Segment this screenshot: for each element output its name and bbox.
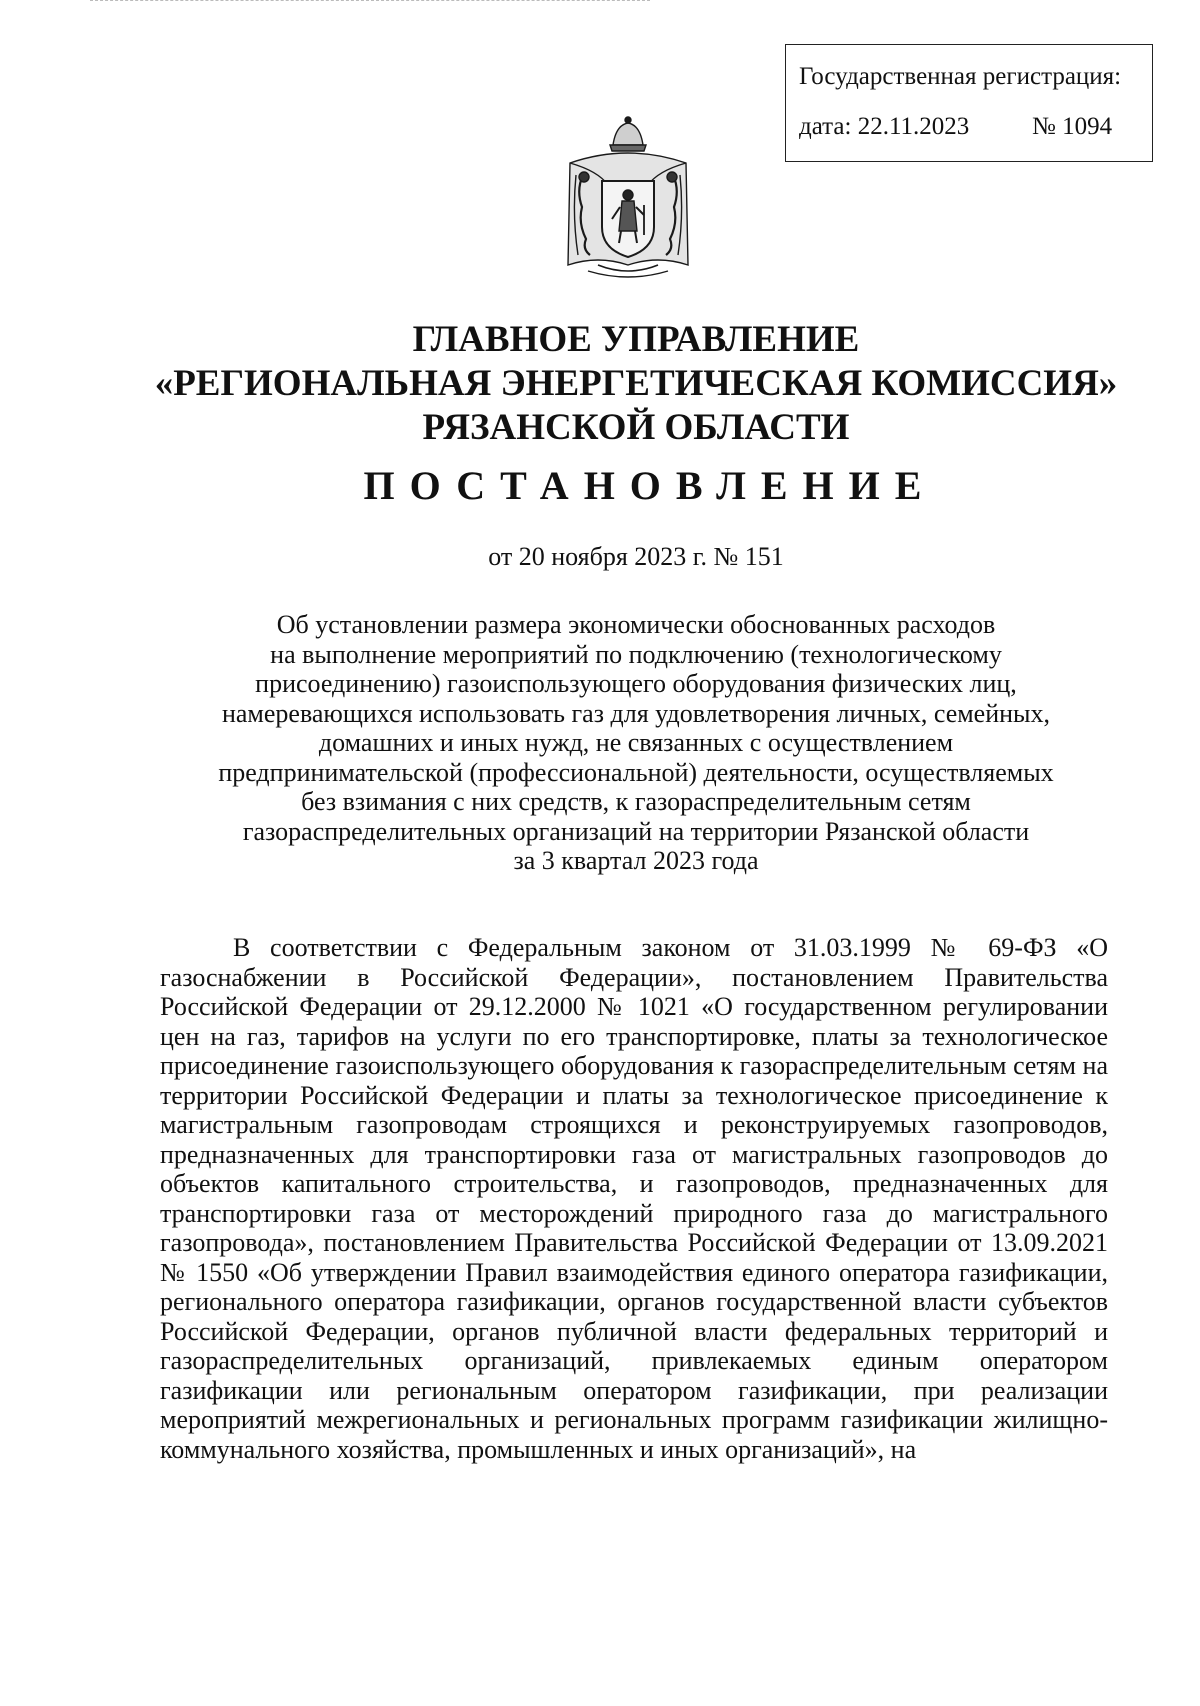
registration-date: 22.11.2023 <box>857 113 970 140</box>
subject-line: намеревающихся использовать газ для удовлетворения личных, семейных, <box>221 698 1051 728</box>
subject-line: домашних и иных нужд, не связанных с осуществлением <box>318 728 954 757</box>
subject-line: Об установлении размера экономически обоснованных расходов <box>276 610 996 639</box>
registration-stamp <box>785 44 1153 162</box>
registration-date-label: дата: <box>799 113 852 140</box>
issuing-authority <box>0 318 1200 450</box>
authority-line-2: «РЕГИОНАЛЬНАЯ ЭНЕРГЕТИЧЕСКАЯ КОМИССИЯ» <box>154 363 1118 404</box>
scan-artifact <box>90 0 650 3</box>
ryazan-coat-of-arms-icon <box>558 115 698 283</box>
subject-line: газораспределительных организаций на территории Рязанской области <box>242 816 1030 846</box>
document-date-number: от 20 ноября 2023 г. № 151 <box>488 542 784 571</box>
authority-line-3: РЯЗАНСКОЙ ОБЛАСТИ <box>422 407 850 448</box>
registration-title: Государственная регистрация: <box>799 63 1122 90</box>
subject-line: на выполнение мероприятий по подключению (технологическому <box>270 639 1002 669</box>
document-subject <box>0 610 1200 876</box>
registration-number: 1094 <box>1062 113 1113 140</box>
registration-number-label: № <box>1032 113 1056 140</box>
subject-line: предпринимательской (профессиональной) деятельности, осуществляемых <box>218 757 1054 787</box>
registration-date-row <box>799 112 969 142</box>
body-paragraph: В соответствии с Федеральным законом от 31.03.1999 № 69-ФЗ «О газоснабжении в Российской Федерации», постановлением Правительства Российской Федерации от 29.12.2000 № 1021 «О государственном регулировании цен на газ, тарифов на услуги по его транспортировке, платы за технологическое присоединение газоиспользующего оборудования к газораспределительным сетям на территории Российской Федерации и платы за технологическое присоединение к магистральным газопроводам строящихся и реконструируемых газопроводов, предназначенных для транспортировки газа от магистральных газопроводов до объектов капитального строительства, и газопроводов, предназначенных для транспортировки газа от месторождений природного газа до магистрального газопровода», постановлением Правительства Российской Федерации от 13.09.2021 № 1550 «Об утверждении Правил взаимодействия единого оператора газификации, регионального оператора газификации, органов государственной власти субъектов Российской Федерации, органов публичной власти федеральных территорий и газораспределительных организаций, привлекаемых единым оператором газификации или региональным оператором газификации, при реализации мероприятий межрегиональных и региональных программ газификации жилищно-коммунального хозяйства, промышленных и иных организаций», на <box>160 933 1108 1464</box>
authority-line-1: ГЛАВНОЕ УПРАВЛЕНИЕ <box>412 319 860 360</box>
subject-line: без взимания с них средств, к газораспределительным сетям <box>301 787 971 816</box>
document-type: ПОСТАНОВЛЕНИЕ <box>363 463 937 508</box>
subject-line: за 3 квартал 2023 года <box>513 846 759 875</box>
registration-number-row <box>1032 112 1112 142</box>
subject-line: присоединению) газоиспользующего оборудования физических лиц, <box>255 669 1017 698</box>
